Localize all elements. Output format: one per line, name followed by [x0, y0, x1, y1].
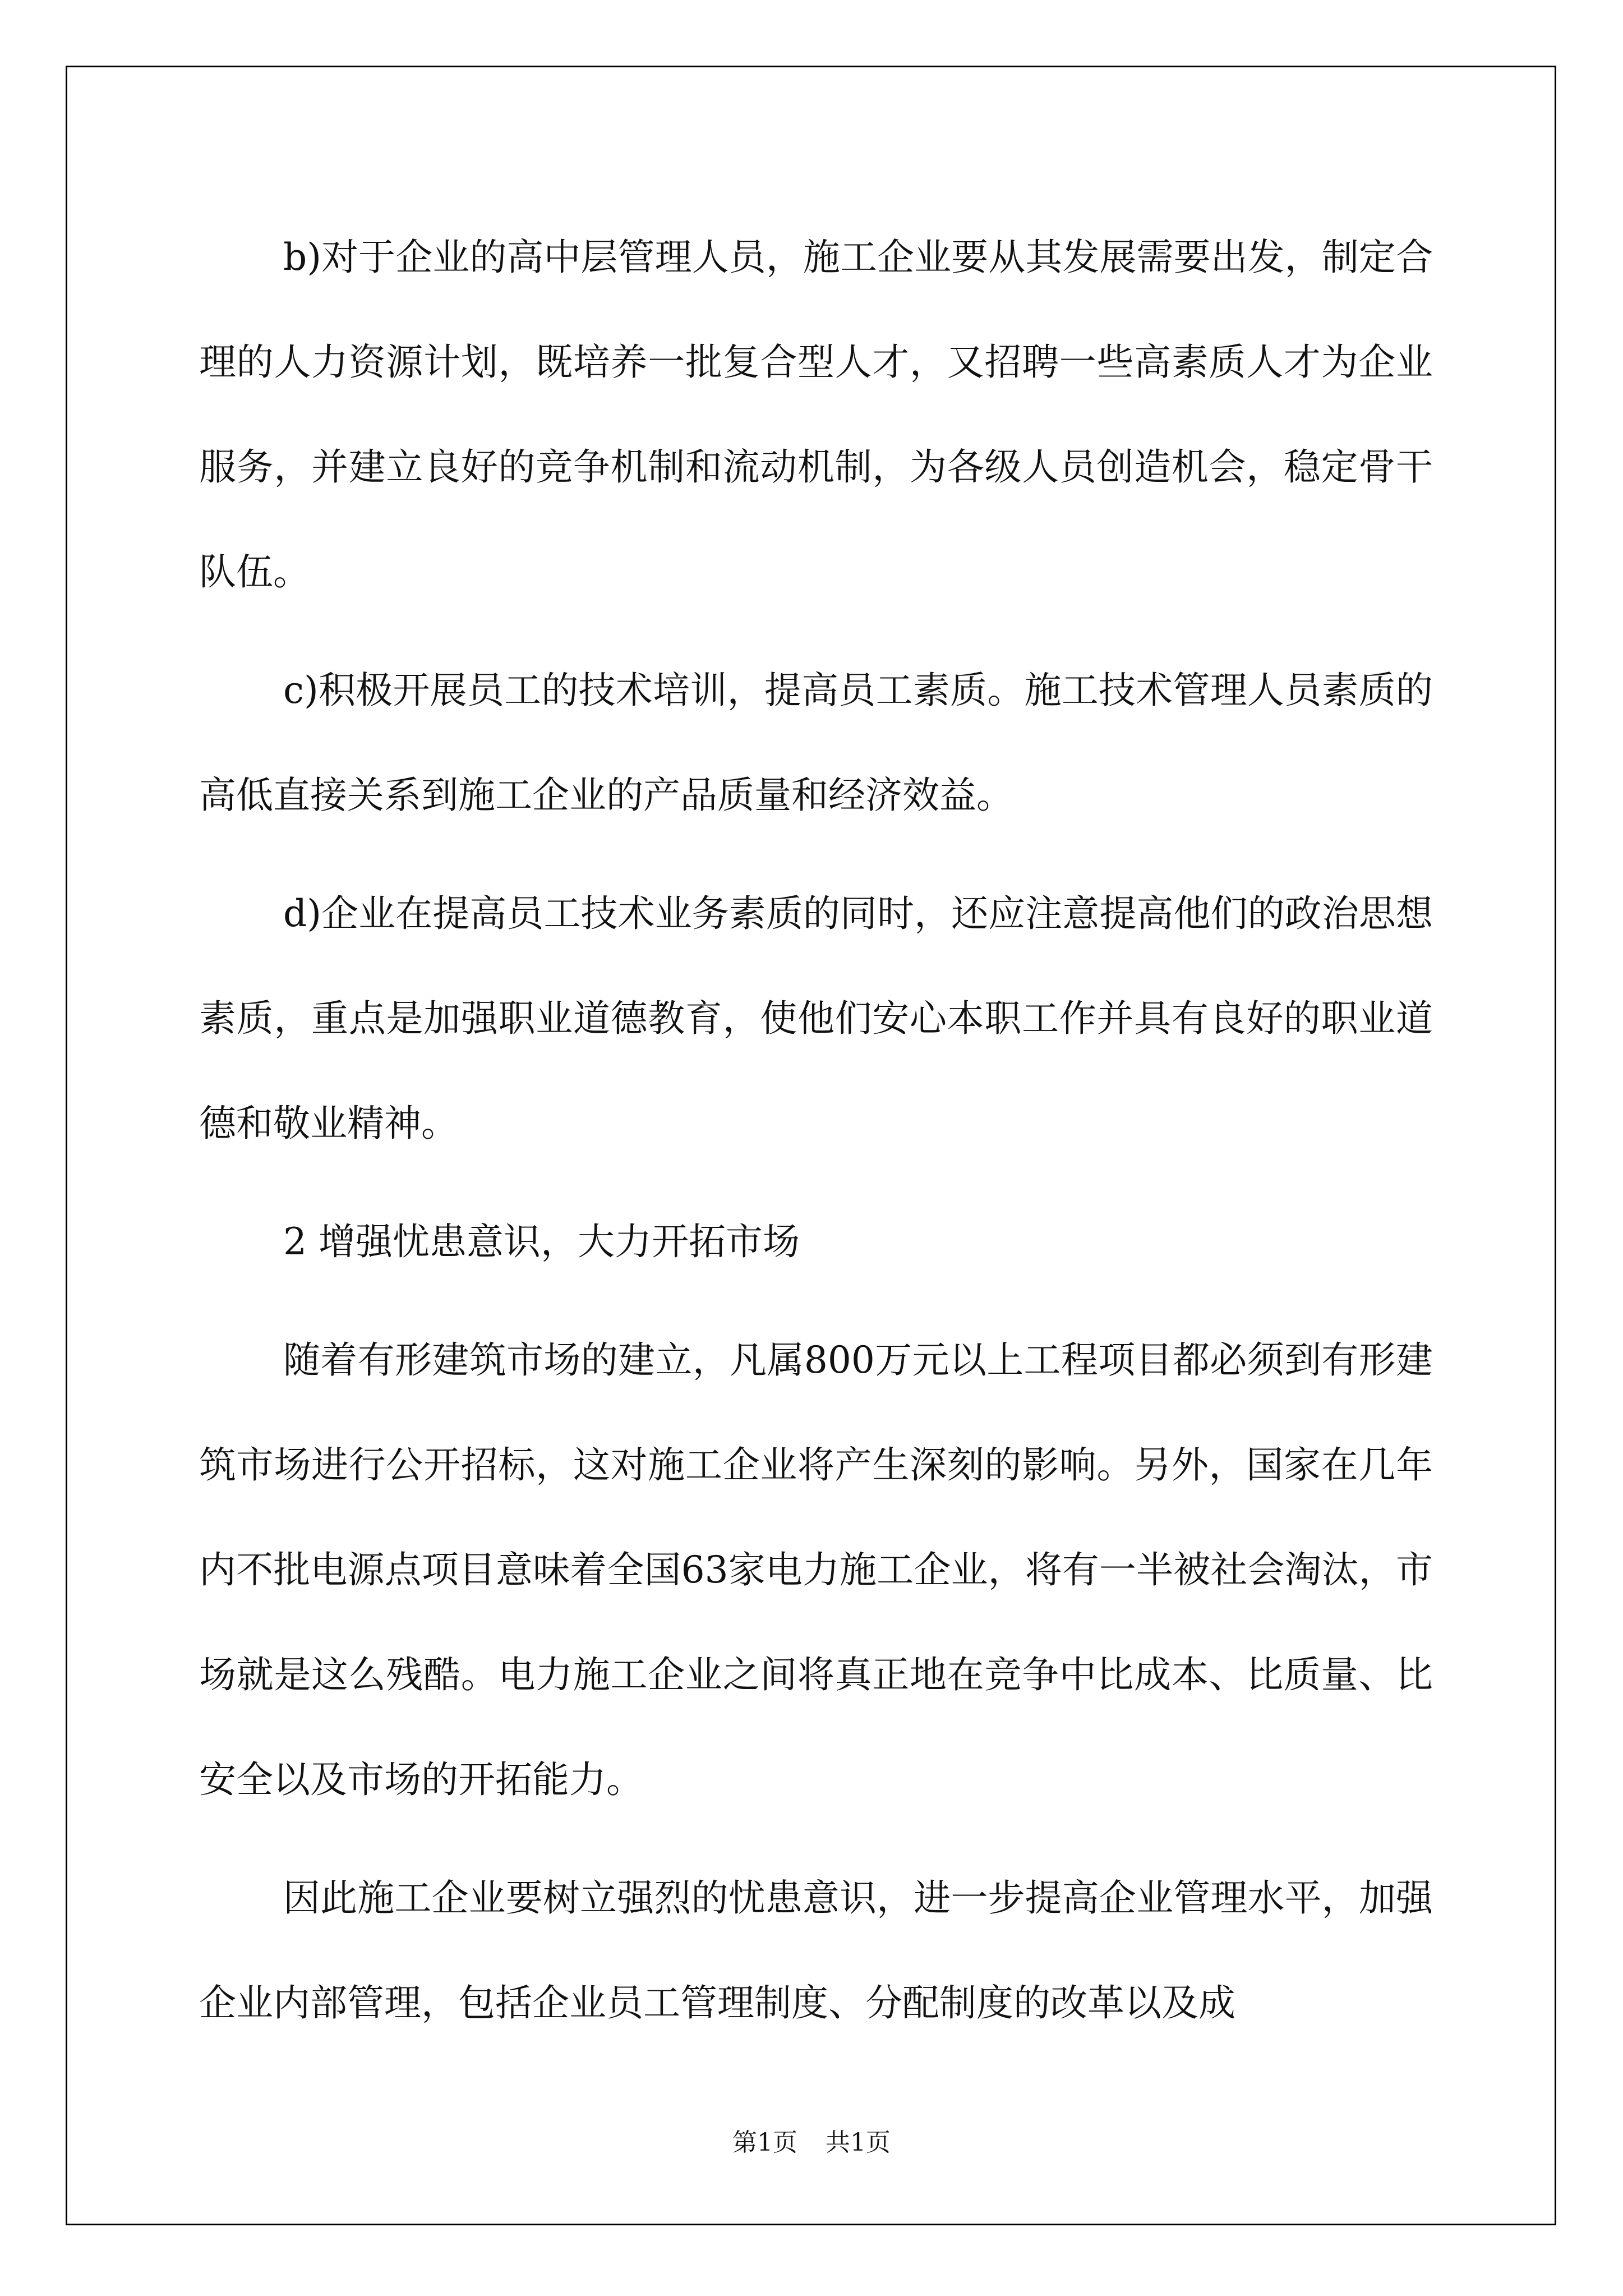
section-heading: 2 增强忧患意识，大力开拓市场 — [283, 1220, 800, 1263]
paragraph-c: c)积极开展员工的技术培训，提高员工素质。施工技术管理人员素质的高低直接关系到施工企业的产品质量和经济效益。 — [199, 669, 1433, 817]
paragraph-therefore: 因此施工企业要树立强烈的忧患意识，进一步提高企业管理水平，加强企业内部管理，包括企业员工管理制度、分配制度的改革以及成 — [199, 1876, 1433, 2024]
paragraph-d: d)企业在提高员工技术业务素质的同时，还应注意提高他们的政治思想素质，重点是加强职业道德教育，使他们安心本职工作并具有良好的职业道德和敬业精神。 — [199, 892, 1433, 1145]
page-total: 共1页 — [826, 2128, 891, 2157]
paragraph-market: 随着有形建筑市场的建立，凡属800万元以上工程项目都必须到有形建筑市场进行公开招标，这对施工企业将产生深刻的影响。另外，国家在几年内不批电源点项目意味着全国63家电力施工企业，将有一半被社会淘汰，市场就是这么残酷。电力施工企业之间将真正地在竞争中比成本、比质量、比安全以及市场的开拓能力。 — [199, 1338, 1433, 1801]
page-number: 第1页 — [732, 2128, 797, 2157]
document-body — [199, 205, 1433, 2069]
paragraph-b: b)对于企业的高中层管理人员，施工企业要从其发展需要出发，制定合理的人力资源计划，既培养一批复合型人才，又招聘一些高素质人才为企业服务，并建立良好的竞争机制和流动机制，为各级人员创造机会，稳定骨干队伍。 — [199, 236, 1433, 593]
page-footer — [0, 2126, 1623, 2160]
